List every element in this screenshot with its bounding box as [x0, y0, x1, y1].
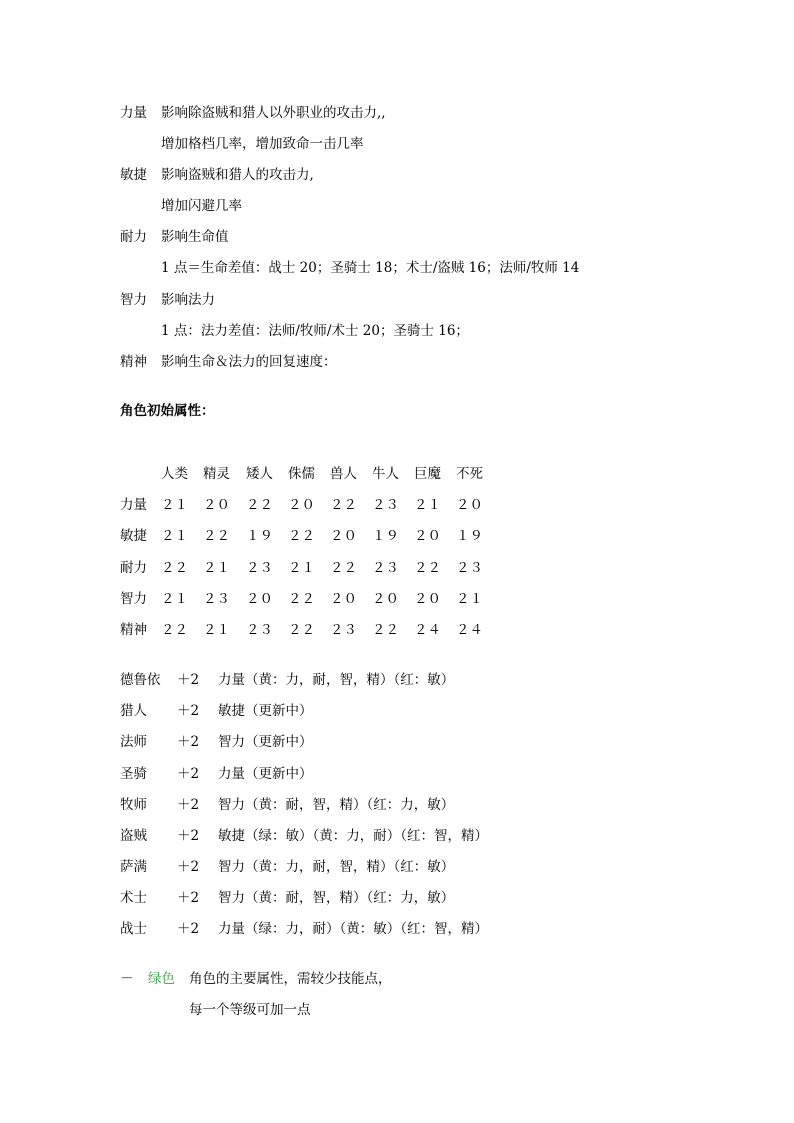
stat-value: ２０ — [456, 497, 483, 513]
attr-desc-2: 增加格档几率，增加致命一击几率 — [161, 136, 364, 152]
class-name: 牧师 — [120, 797, 147, 813]
stat-value: ２１ — [414, 497, 441, 513]
stat-value: ２１ — [203, 560, 230, 576]
stat-value: ２１ — [288, 560, 315, 576]
stat-value: ２０ — [414, 591, 441, 607]
stat-value: ２０ — [330, 528, 357, 544]
class-bonus: ＋2 — [177, 766, 200, 782]
stat-value: ２１ — [203, 622, 230, 638]
class-detail: 敏捷（更新中） — [218, 703, 313, 719]
stat-value: ２０ — [246, 591, 273, 607]
stat-name: 智力 — [120, 591, 147, 607]
race-header: 不死 — [456, 466, 483, 482]
stat-value: ２３ — [246, 560, 273, 576]
class-name: 盗贼 — [120, 828, 147, 844]
class-detail: 力量（更新中） — [218, 766, 313, 782]
attr-row-stamina — [120, 228, 229, 246]
attr-row-agility — [120, 166, 314, 184]
stat-value: ２１ — [456, 591, 483, 607]
attr-row-strength — [120, 104, 386, 122]
class-bonus: ＋2 — [177, 672, 200, 688]
class-detail: 智力（黄：耐，智，精）（红：力，敏） — [218, 797, 455, 813]
stat-value: ２３ — [456, 560, 483, 576]
stat-value: ２２ — [246, 497, 273, 513]
legend-color-word: 绿色 — [148, 971, 175, 987]
race-header: 人类 — [161, 466, 188, 482]
stat-value: １９ — [246, 528, 273, 544]
class-name: 法师 — [120, 734, 147, 750]
race-header: 巨魔 — [414, 466, 441, 482]
class-detail: 智力（黄：力，耐，智，精）（红：敏） — [218, 859, 455, 875]
attr-desc: 影响生命＆法力的回复速度： — [161, 354, 337, 370]
attr-desc-2: 增加闪避几率 — [161, 198, 242, 214]
stat-value: ２０ — [330, 591, 357, 607]
stat-value: ２２ — [288, 591, 315, 607]
stat-value: ２０ — [288, 497, 315, 513]
class-detail: 智力（更新中） — [218, 734, 313, 750]
race-header: 牛人 — [372, 466, 399, 482]
attr-row-intellect — [120, 291, 215, 309]
class-detail: 力量（黄：力，耐，智，精）（红：敏） — [218, 672, 455, 688]
attr-name: 敏捷 — [120, 167, 147, 183]
class-bonus: ＋2 — [177, 890, 200, 906]
stat-value: ２３ — [246, 622, 273, 638]
stat-value: ２２ — [288, 622, 315, 638]
class-detail: 力量（绿：力，耐）（黄：敏）（红：智，精） — [218, 921, 488, 937]
class-name: 战士 — [120, 921, 147, 937]
stat-value: １９ — [456, 528, 483, 544]
stat-value: ２３ — [372, 497, 399, 513]
attr-row-spirit — [120, 353, 337, 371]
stat-value: ２０ — [372, 591, 399, 607]
attr-desc-2: 1 点＝生命差值：战士 20；圣骑士 18；术士/盗贼 16；法师/牧师 14 — [161, 260, 580, 276]
stat-value: ２２ — [203, 528, 230, 544]
attr-desc: 影响除盗贼和猎人以外职业的攻击力,, — [161, 105, 386, 121]
stat-value: ２２ — [372, 622, 399, 638]
attr-name: 力量 — [120, 105, 147, 121]
stat-value: ２０ — [203, 497, 230, 513]
class-name: 猎人 — [120, 703, 147, 719]
stat-value: ２３ — [203, 591, 230, 607]
stat-value: ２４ — [456, 622, 483, 638]
stat-name: 耐力 — [120, 560, 147, 576]
class-bonus: ＋2 — [177, 828, 200, 844]
stat-value: ２３ — [330, 622, 357, 638]
attr-name: 耐力 — [120, 229, 147, 245]
class-name: 萨满 — [120, 859, 147, 875]
class-name: 术士 — [120, 890, 147, 906]
class-detail: 敏捷（绿：敏）（黄：力，耐）（红：智，精） — [218, 828, 488, 844]
attr-desc: 影响盗贼和猎人的攻击力, — [161, 167, 314, 183]
legend-line-1: 角色的主要属性，需较少技能点， — [189, 971, 392, 987]
stat-value: ２１ — [161, 497, 188, 513]
stat-value: １９ — [372, 528, 399, 544]
attr-desc-2: 1 点：法力差值：法师/牧师/术士 20；圣骑士 16； — [161, 323, 469, 339]
stat-value: ２２ — [288, 528, 315, 544]
stat-value: ２２ — [161, 560, 188, 576]
stat-value: ２１ — [161, 528, 188, 544]
attr-desc: 影响生命值 — [161, 229, 229, 245]
stat-value: ２２ — [414, 560, 441, 576]
legend-line-2: 每一个等级可加一点 — [189, 1002, 311, 1018]
stat-value: ２０ — [414, 528, 441, 544]
stat-name: 力量 — [120, 497, 147, 513]
class-bonus: ＋2 — [177, 797, 200, 813]
class-bonus: ＋2 — [177, 859, 200, 875]
class-name: 圣骑 — [120, 766, 147, 782]
stat-name: 敏捷 — [120, 528, 147, 544]
class-name: 德鲁依 — [120, 672, 161, 688]
attr-name: 智力 — [120, 292, 147, 308]
race-header: 侏儒 — [288, 466, 315, 482]
class-bonus: ＋2 — [177, 703, 200, 719]
stat-value: ２３ — [372, 560, 399, 576]
race-header: 精灵 — [203, 466, 230, 482]
stat-value: ２２ — [161, 622, 188, 638]
section-title: 角色初始属性： — [120, 403, 215, 419]
stat-name: 精神 — [120, 622, 147, 638]
class-bonus: ＋2 — [177, 921, 200, 937]
class-detail: 智力（黄：耐，智，精）（红：力，敏） — [218, 890, 455, 906]
race-header: 矮人 — [246, 466, 273, 482]
stat-value: ２１ — [161, 591, 188, 607]
class-bonus: ＋2 — [177, 734, 200, 750]
attr-desc: 影响法力 — [161, 292, 215, 308]
attr-name: 精神 — [120, 354, 147, 370]
race-header: 兽人 — [330, 466, 357, 482]
stat-value: ２２ — [330, 497, 357, 513]
legend-dash: － — [120, 971, 134, 987]
stat-value: ２４ — [414, 622, 441, 638]
stat-value: ２２ — [330, 560, 357, 576]
